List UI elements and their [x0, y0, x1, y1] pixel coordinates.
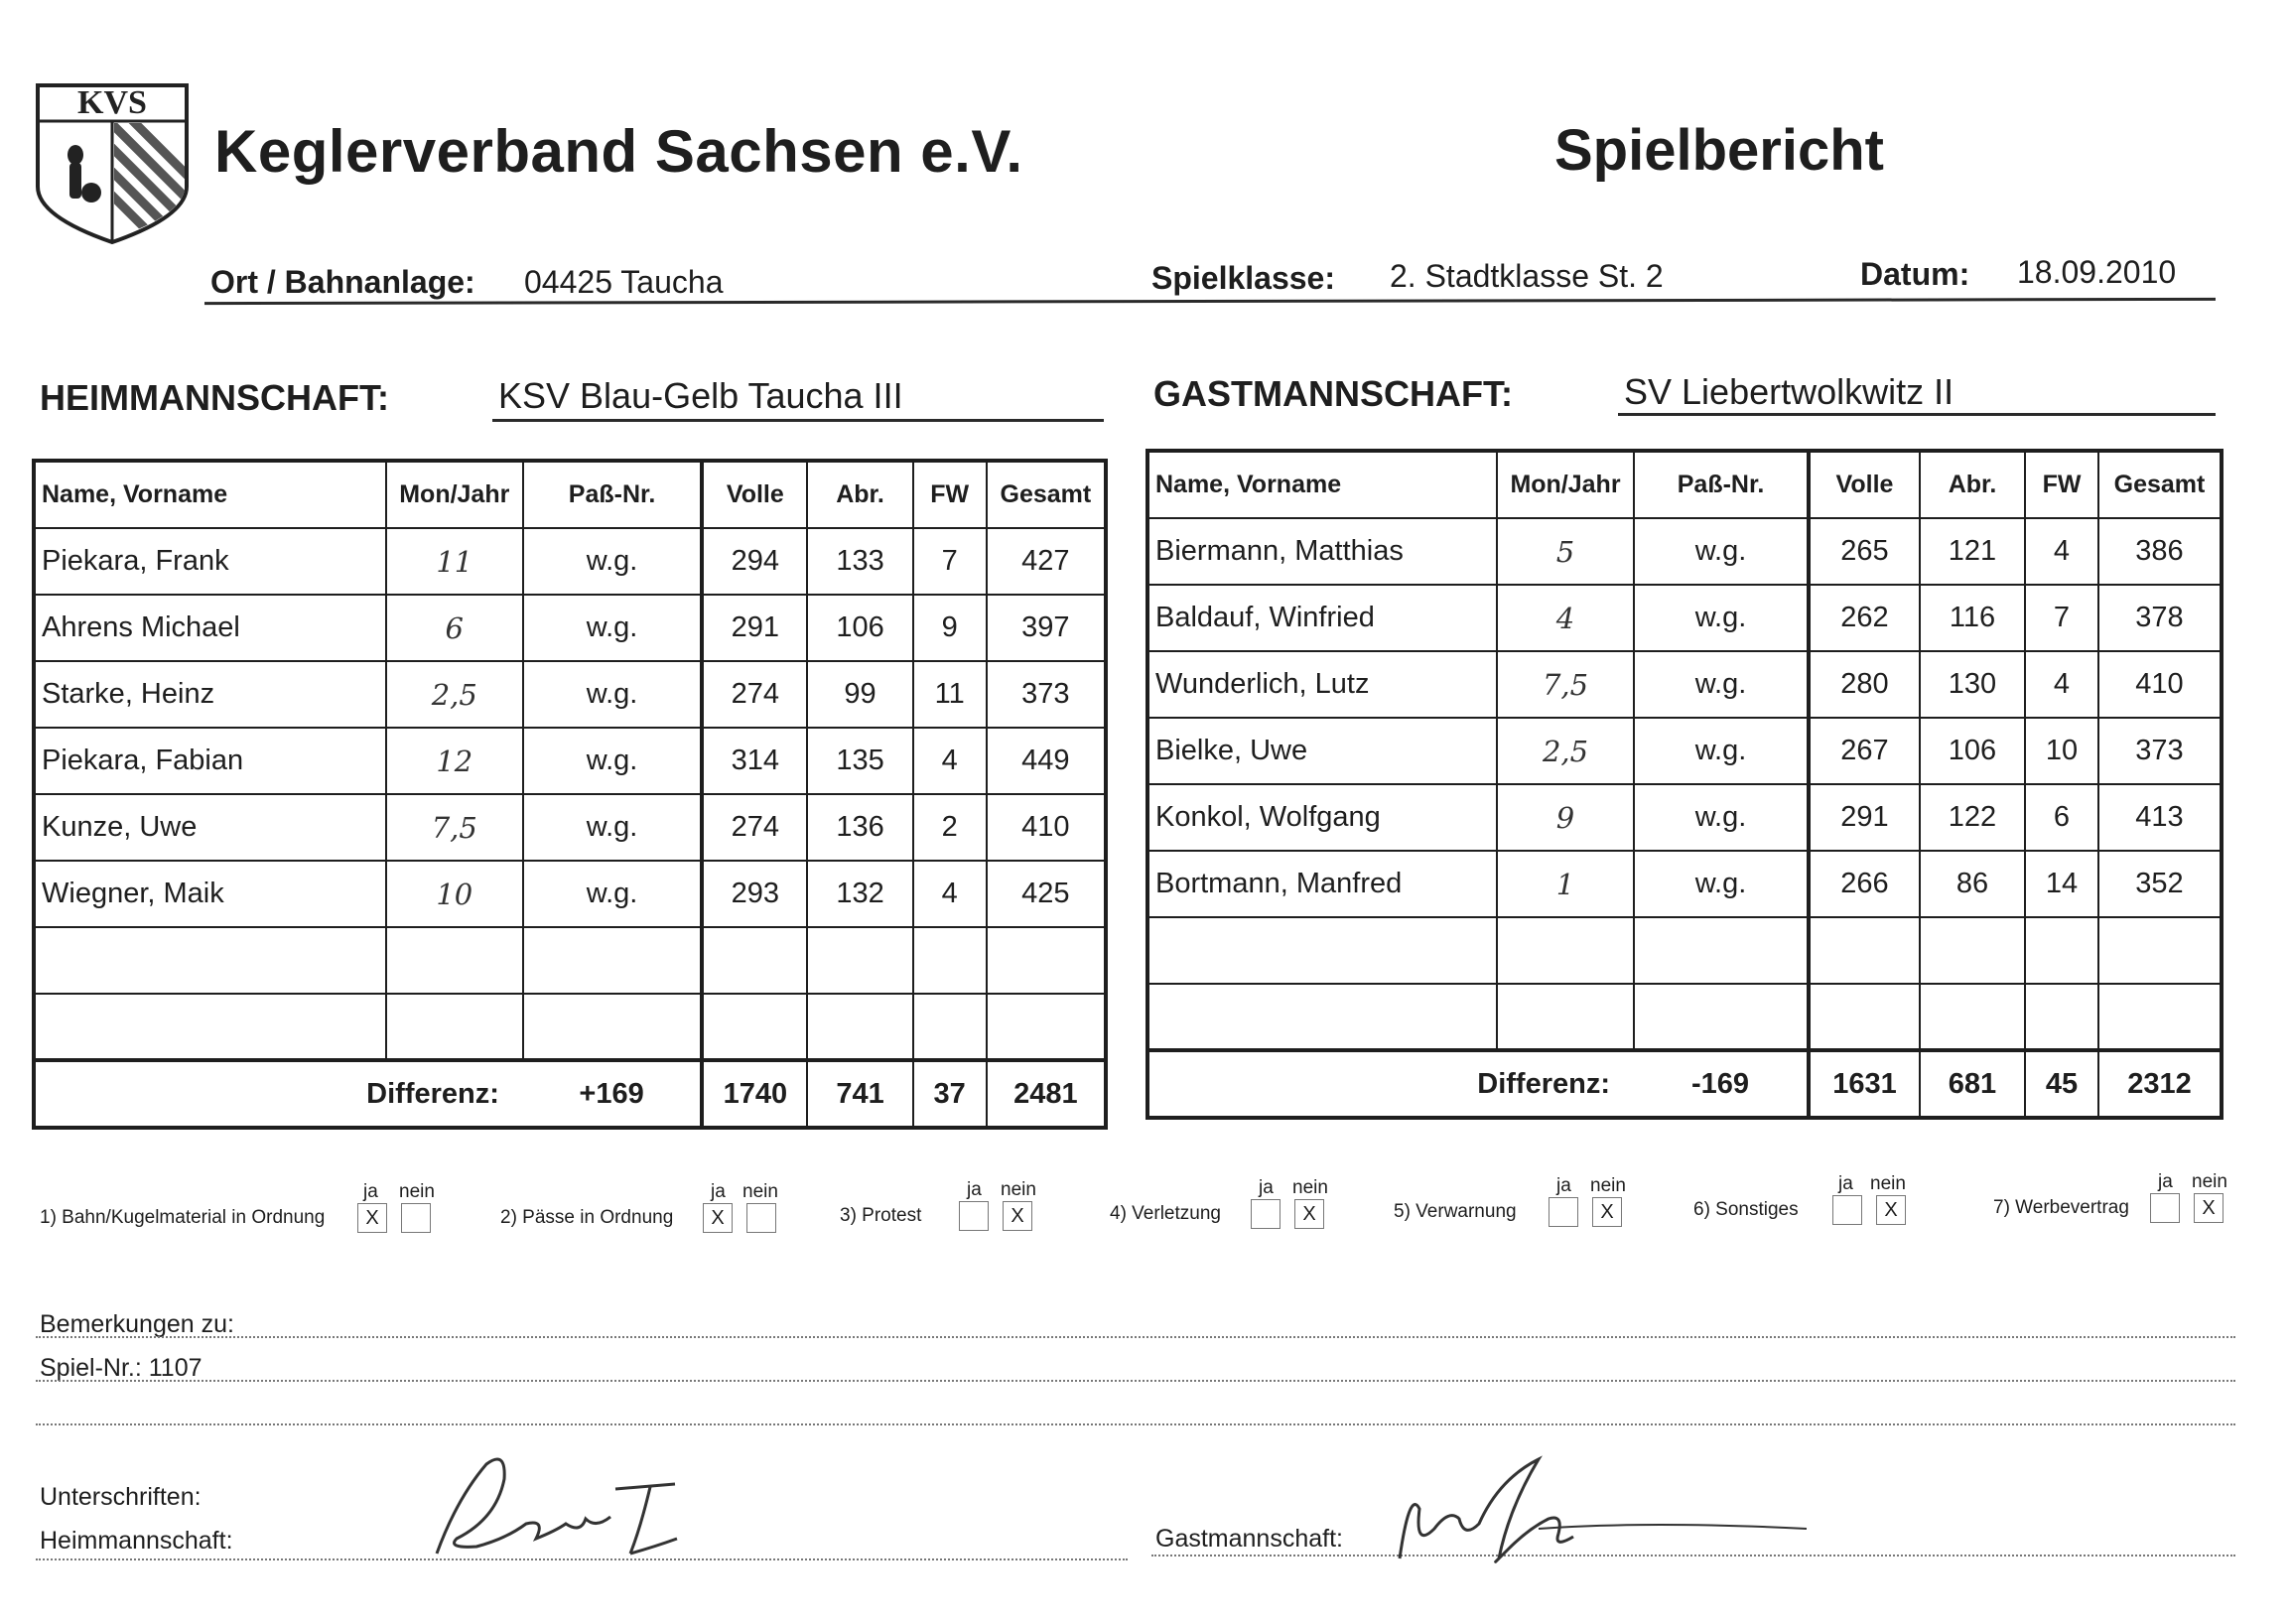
table-row [1147, 851, 2222, 917]
player-gesamt: 397 [987, 595, 1106, 661]
player-pass: w.g. [523, 794, 702, 861]
remarks-label: Bemerkungen zu: [40, 1310, 234, 1338]
table-row [34, 528, 1106, 595]
player-gesamt: 427 [987, 528, 1106, 595]
empty-row [34, 927, 1106, 994]
player-name: Bielke, Uwe [1147, 718, 1497, 784]
diff-label: Differenz: [1147, 1050, 1634, 1118]
player-mon: 12 [386, 728, 523, 794]
col-header-pass: Paß-Nr. [523, 461, 702, 528]
check-label-verwarnung: 5) Verwarnung [1394, 1201, 1517, 1222]
check-label-protest: 3) Protest [840, 1205, 922, 1226]
table-row [34, 794, 1106, 861]
player-abr: 122 [1920, 784, 2025, 851]
datum-label: Datum: [1860, 256, 1970, 292]
check-verwarnung-nein[interactable]: X [1592, 1197, 1622, 1227]
ja-label: ja [363, 1181, 378, 1202]
col-header-abr: Abr. [1920, 451, 2025, 518]
table-row [1147, 585, 2222, 651]
nein-label: nein [2192, 1171, 2227, 1192]
check-werbevertrag-ja[interactable] [2150, 1193, 2180, 1223]
player-gesamt: 373 [987, 661, 1106, 728]
home-team-name: KSV Blau-Gelb Taucha III [498, 375, 903, 416]
player-mon: 1 [1497, 851, 1634, 917]
ja-label: ja [1838, 1173, 1853, 1194]
check-sonstiges-nein[interactable]: X [1876, 1195, 1906, 1225]
nein-label: nein [399, 1181, 435, 1202]
total-volle: 1631 [1809, 1050, 1920, 1118]
player-pass: w.g. [1634, 518, 1809, 585]
player-pass: w.g. [523, 595, 702, 661]
player-abr: 136 [807, 794, 912, 861]
guest-team-underline [1618, 413, 2216, 416]
table-row [1147, 651, 2222, 718]
player-abr: 121 [1920, 518, 2025, 585]
check-label-paesse: 2) Pässe in Ordnung [500, 1207, 674, 1228]
player-volle: 265 [1809, 518, 1920, 585]
total-gesamt: 2312 [2098, 1050, 2222, 1118]
table-row [34, 728, 1106, 794]
col-header-fw: FW [2025, 451, 2098, 518]
check-protest-ja[interactable] [959, 1201, 989, 1231]
table-row [34, 595, 1106, 661]
ort-label: Ort / Bahnanlage: [210, 264, 475, 300]
col-header-volle: Volle [702, 461, 807, 528]
player-abr: 135 [807, 728, 912, 794]
player-volle: 280 [1809, 651, 1920, 718]
check-verletzung-nein[interactable]: X [1294, 1199, 1324, 1229]
ja-label: ja [967, 1179, 982, 1200]
nein-label: nein [742, 1181, 778, 1202]
player-abr: 86 [1920, 851, 2025, 917]
check-bahn-ja[interactable]: X [357, 1203, 387, 1233]
player-mon: 2,5 [1497, 718, 1634, 784]
remarks-line [36, 1423, 2235, 1425]
player-volle: 294 [702, 528, 807, 595]
remarks-line [36, 1380, 2235, 1382]
player-abr: 116 [1920, 585, 2025, 651]
total-volle: 1740 [702, 1060, 807, 1128]
player-pass: w.g. [523, 661, 702, 728]
nein-label: nein [1870, 1173, 1906, 1194]
player-fw: 4 [2025, 518, 2098, 585]
col-header-volle: Volle [1809, 451, 1920, 518]
check-paesse-nein[interactable] [746, 1203, 776, 1233]
player-gesamt: 410 [2098, 651, 2222, 718]
player-name: Bortmann, Manfred [1147, 851, 1497, 917]
ja-label: ja [711, 1181, 726, 1202]
player-volle: 262 [1809, 585, 1920, 651]
total-abr: 681 [1920, 1050, 2025, 1118]
ja-label: ja [1259, 1177, 1274, 1198]
datum-value: 18.09.2010 [2017, 254, 2177, 290]
check-sonstiges-ja[interactable] [1832, 1195, 1862, 1225]
player-pass: w.g. [523, 728, 702, 794]
player-name: Baldauf, Winfried [1147, 585, 1497, 651]
player-abr: 132 [807, 861, 912, 927]
signatures-label: Unterschriften: [40, 1483, 202, 1511]
player-volle: 274 [702, 794, 807, 861]
player-pass: w.g. [1634, 851, 1809, 917]
col-header-name: Name, Vorname [34, 461, 386, 528]
empty-row [1147, 917, 2222, 984]
player-gesamt: 425 [987, 861, 1106, 927]
kvs-logo [32, 77, 193, 244]
guest-team-name: SV Liebertwolkwitz II [1624, 371, 1954, 412]
meta-underline [204, 298, 2216, 305]
player-volle: 293 [702, 861, 807, 927]
home-team-label: HEIMMANNSCHAFT: [40, 377, 389, 418]
player-fw: 4 [913, 861, 987, 927]
player-abr: 130 [1920, 651, 2025, 718]
player-name: Biermann, Matthias [1147, 518, 1497, 585]
col-header-mon: Mon/Jahr [386, 461, 523, 528]
total-row [34, 1060, 1106, 1128]
player-gesamt: 449 [987, 728, 1106, 794]
nein-label: nein [1001, 1179, 1036, 1200]
player-fw: 7 [2025, 585, 2098, 651]
player-name: Wiegner, Maik [34, 861, 386, 927]
guest-team-label: GASTMANNSCHAFT: [1153, 373, 1513, 414]
player-abr: 106 [1920, 718, 2025, 784]
player-mon: 11 [386, 528, 523, 595]
player-mon: 6 [386, 595, 523, 661]
player-mon: 2,5 [386, 661, 523, 728]
player-gesamt: 413 [2098, 784, 2222, 851]
player-mon: 7,5 [1497, 651, 1634, 718]
player-pass: w.g. [1634, 651, 1809, 718]
player-name: Konkol, Wolfgang [1147, 784, 1497, 851]
player-fw: 6 [2025, 784, 2098, 851]
player-mon: 10 [386, 861, 523, 927]
diff-value: -169 [1634, 1050, 1809, 1118]
total-fw: 37 [913, 1060, 987, 1128]
player-fw: 4 [2025, 651, 2098, 718]
player-volle: 267 [1809, 718, 1920, 784]
player-pass: w.g. [1634, 585, 1809, 651]
spielklasse-value: 2. Stadtklasse St. 2 [1390, 258, 1664, 294]
player-fw: 7 [913, 528, 987, 595]
ort-value: 04425 Taucha [524, 264, 724, 300]
player-fw: 14 [2025, 851, 2098, 917]
player-gesamt: 386 [2098, 518, 2222, 585]
table-row [1147, 718, 2222, 784]
player-abr: 99 [807, 661, 912, 728]
table-header-row [1147, 451, 2222, 518]
check-paesse-ja[interactable]: X [703, 1203, 733, 1233]
home-signature [417, 1439, 695, 1568]
player-name: Starke, Heinz [34, 661, 386, 728]
table-row [34, 861, 1106, 927]
spielklasse-label: Spielklasse: [1151, 260, 1335, 296]
document-title: Spielbericht [1554, 118, 1884, 183]
player-volle: 314 [702, 728, 807, 794]
check-verletzung-ja[interactable] [1251, 1199, 1280, 1229]
player-volle: 291 [1809, 784, 1920, 851]
col-header-gesamt: Gesamt [2098, 451, 2222, 518]
player-pass: w.g. [523, 528, 702, 595]
guest-signature-label: Gastmannschaft: [1155, 1525, 1343, 1553]
player-fw: 9 [913, 595, 987, 661]
player-name: Wunderlich, Lutz [1147, 651, 1497, 718]
check-bahn-nein[interactable] [401, 1203, 431, 1233]
player-name: Kunze, Uwe [34, 794, 386, 861]
home-signature-label: Heimmannschaft: [40, 1527, 233, 1555]
table-row [1147, 784, 2222, 851]
col-header-name: Name, Vorname [1147, 451, 1497, 518]
home-score-table [32, 459, 1108, 1130]
home-team-underline [492, 419, 1104, 422]
player-gesamt: 373 [2098, 718, 2222, 784]
player-gesamt: 378 [2098, 585, 2222, 651]
diff-label: Differenz: [34, 1060, 523, 1128]
player-gesamt: 352 [2098, 851, 2222, 917]
total-row [1147, 1050, 2222, 1118]
player-mon: 7,5 [386, 794, 523, 861]
player-name: Piekara, Frank [34, 528, 386, 595]
player-fw: 10 [2025, 718, 2098, 784]
empty-row [34, 994, 1106, 1060]
check-label-verletzung: 4) Verletzung [1110, 1203, 1221, 1224]
player-volle: 291 [702, 595, 807, 661]
table-row [1147, 518, 2222, 585]
nein-label: nein [1590, 1175, 1626, 1196]
player-pass: w.g. [1634, 784, 1809, 851]
diff-value: +169 [523, 1060, 702, 1128]
player-volle: 266 [1809, 851, 1920, 917]
total-abr: 741 [807, 1060, 912, 1128]
total-gesamt: 2481 [987, 1060, 1106, 1128]
check-label-bahn: 1) Bahn/Kugelmaterial in Ordnung [40, 1207, 326, 1228]
player-mon: 9 [1497, 784, 1634, 851]
player-name: Piekara, Fabian [34, 728, 386, 794]
col-header-abr: Abr. [807, 461, 912, 528]
player-fw: 2 [913, 794, 987, 861]
player-abr: 106 [807, 595, 912, 661]
ja-label: ja [1556, 1175, 1571, 1196]
player-fw: 4 [913, 728, 987, 794]
check-label-sonstiges: 6) Sonstiges [1693, 1199, 1799, 1220]
player-gesamt: 410 [987, 794, 1106, 861]
table-row [34, 661, 1106, 728]
ja-label: ja [2158, 1171, 2173, 1192]
check-label-werbevertrag: 7) Werbevertrag [1993, 1197, 2129, 1218]
guest-signature [1390, 1449, 1826, 1578]
player-pass: w.g. [523, 861, 702, 927]
spiel-nr: Spiel-Nr.: 1107 [40, 1354, 202, 1382]
player-fw: 11 [913, 661, 987, 728]
guest-score-table [1146, 449, 2224, 1120]
check-verwarnung-ja[interactable] [1549, 1197, 1578, 1227]
check-protest-nein[interactable]: X [1003, 1201, 1032, 1231]
player-pass: w.g. [1634, 718, 1809, 784]
svg-text:KVS: KVS [77, 84, 147, 121]
col-header-pass: Paß-Nr. [1634, 451, 1809, 518]
player-mon: 5 [1497, 518, 1634, 585]
empty-row [1147, 984, 2222, 1050]
player-abr: 133 [807, 528, 912, 595]
player-mon: 4 [1497, 585, 1634, 651]
col-header-fw: FW [913, 461, 987, 528]
check-werbevertrag-nein[interactable]: X [2194, 1193, 2224, 1223]
organization-title: Keglerverband Sachsen e.V. [214, 118, 1023, 185]
col-header-mon: Mon/Jahr [1497, 451, 1634, 518]
col-header-gesamt: Gesamt [987, 461, 1106, 528]
player-name: Ahrens Michael [34, 595, 386, 661]
total-fw: 45 [2025, 1050, 2098, 1118]
remarks-line [36, 1336, 2235, 1338]
table-header-row [34, 461, 1106, 528]
player-volle: 274 [702, 661, 807, 728]
nein-label: nein [1292, 1177, 1328, 1198]
